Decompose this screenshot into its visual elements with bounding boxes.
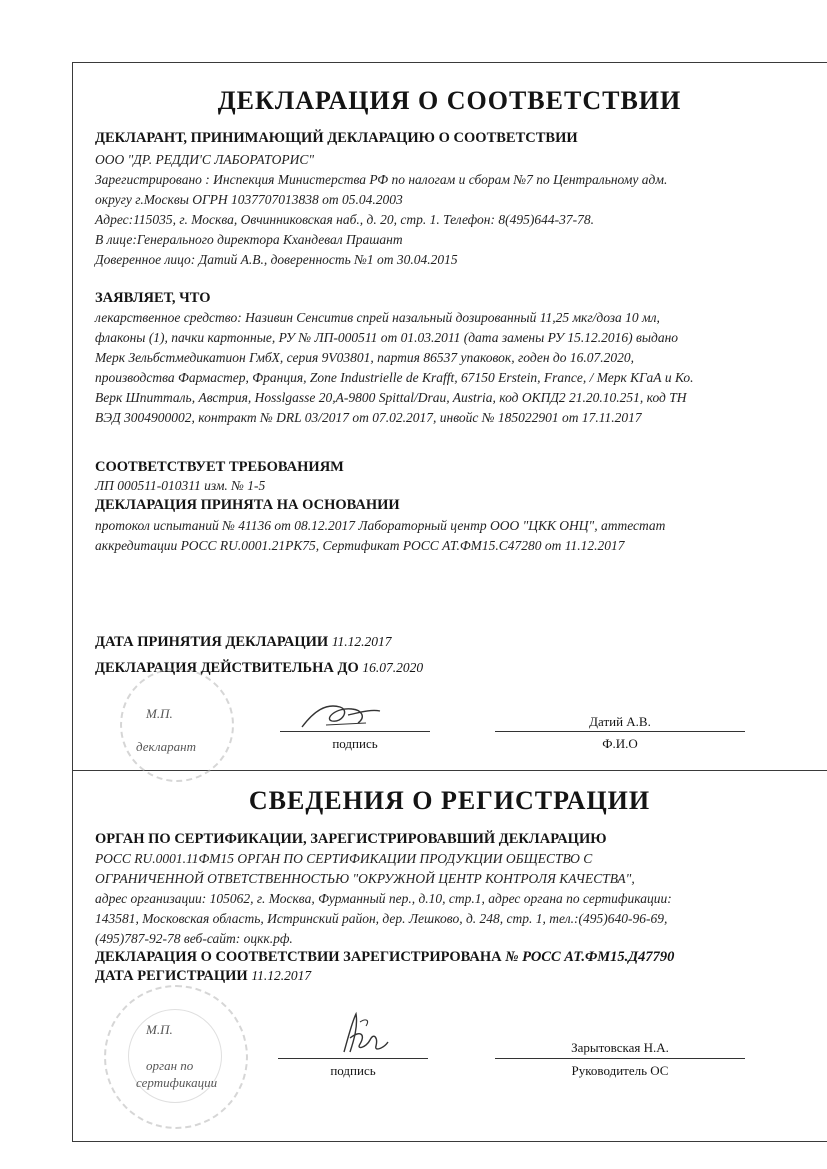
- declarant-signer-name: Датий А.В.: [589, 714, 651, 729]
- declarant-mp-label: М.П.: [146, 706, 173, 721]
- frame-left-border: [72, 62, 73, 1142]
- reg-date-row: [95, 968, 311, 985]
- cert-stamp-caption-2: сертификации: [136, 1075, 218, 1090]
- conforms-text: ЛП 000511-010311 изм. № 1-5: [95, 478, 266, 493]
- reg-date-label: ДАТА РЕГИСТРАЦИИ: [95, 968, 248, 984]
- registrar-signature-line: [278, 1058, 428, 1059]
- states-line: флаконы (1), пачки картонные, РУ № ЛП-000511 от 01.03.2011 (дата замены РУ 15.12.2016) выдано: [95, 330, 679, 345]
- cert-body-line: ОГРАНИЧЕННОЙ ОТВЕТСТВЕННОСТЬЮ "ОКРУЖНОЙ ЦЕНТР КОНТРОЛЯ КАЧЕСТВА",: [95, 871, 635, 886]
- registered-label: ДЕКЛАРАЦИЯ О СООТВЕТСТВИИ ЗАРЕГИСТРИРОВАНА: [95, 949, 502, 965]
- declarant-stamp-icon: [120, 668, 234, 782]
- declarant-heading: ДЕКЛАРАНТ, ПРИНИМАЮЩИЙ ДЕКЛАРАЦИЮ О СООТВЕТСТВИИ: [95, 130, 578, 146]
- declarant-signature-line: [280, 731, 430, 732]
- declarant-signature-icon: [296, 697, 386, 733]
- declarant-name-line: [495, 731, 745, 732]
- basis-line: протокол испытаний № 41136 от 08.12.2017 Лабораторный центр ООО "ЦКК ОНЦ", аттестат: [95, 518, 666, 533]
- cert-body-line: адрес организации: 105062, г. Москва, Фурманный пер., д.10, стр.1, адрес органа по сертификации:: [95, 891, 672, 906]
- frame-top-border: [72, 62, 827, 63]
- valid-until-value: 16.07.2020: [362, 660, 424, 675]
- registrar-signer-role: Руководитель ОС: [571, 1063, 669, 1078]
- date-accepted-row: [95, 634, 392, 651]
- registered-row: [95, 949, 674, 966]
- declaration-title: ДЕКЛАРАЦИЯ О СООТВЕТСТВИИ: [217, 86, 682, 115]
- cert-mp-label: М.П.: [146, 1022, 173, 1037]
- reg-date-value: 11.12.2017: [251, 968, 312, 983]
- registrar-signer-name: Зарытовская Н.А.: [571, 1040, 669, 1055]
- basis-line: аккредитации РОСС RU.0001.21РК75, Сертификат РОСС АТ.ФМ15.С47280 от 11.12.2017: [95, 538, 625, 553]
- declarant-line: Доверенное лицо: Датий А.В., доверенность №1 от 30.04.2015: [95, 252, 458, 267]
- declarant-line: В лице:Генерального директора Кхандевал Прашант: [95, 232, 403, 247]
- conforms-heading: СООТВЕТСТВУЕТ ТРЕБОВАНИЯМ: [95, 459, 344, 475]
- states-line: лекарственное средство: Називин Сенситив спрей назальный дозированный 11,25 мкг/доза 10 мл,: [95, 310, 660, 325]
- declarant-line: Адрес:115035, г. Москва, Овчинниковская наб., д. 20, стр. 1. Телефон: 8(495)644-37-78.: [95, 212, 594, 227]
- states-line: производства Фармастер, Франция, Zone Industrielle de Krafft, 67150 Erstein, France, / Мерк КГаА и Ко.: [95, 370, 694, 385]
- declarant-line: Зарегистрировано : Инспекция Министерства РФ по налогам и сборам №7 по Центральному адм.: [95, 172, 668, 187]
- registered-number: № РОСС АТ.ФМ15.Д47790: [505, 949, 675, 965]
- states-line: Мерк Зельбстмедикатион ГмбХ, серия 9V03801, партия 86537 упаковок, годен до 16.07.2020,: [95, 350, 634, 365]
- cert-body-line: РОСС RU.0001.11ФМ15 ОРГАН ПО СЕРТИФИКАЦИИ ПРОДУКЦИИ ОБЩЕСТВО С: [95, 851, 593, 866]
- valid-until-row: [95, 660, 423, 677]
- date-accepted-label: ДАТА ПРИНЯТИЯ ДЕКЛАРАЦИИ: [95, 634, 329, 650]
- declarant-name-caption: Ф.И.О: [602, 736, 638, 751]
- registrar-name-line: [495, 1058, 745, 1059]
- cert-stamp-caption-1: орган по: [146, 1058, 194, 1073]
- cert-body-heading: ОРГАН ПО СЕРТИФИКАЦИИ, ЗАРЕГИСТРИРОВАВШИЙ ДЕКЛАРАЦИЮ: [95, 831, 607, 847]
- date-accepted-value: 11.12.2017: [331, 634, 392, 649]
- registrar-signature-icon: [330, 1008, 400, 1058]
- states-heading: ЗАЯВЛЯЕТ, ЧТО: [95, 290, 211, 306]
- registrar-signature-caption: подпись: [330, 1063, 376, 1078]
- cert-body-line: (495)787-92-78 веб-сайт: оцкк.рф.: [95, 931, 293, 946]
- valid-until-label: ДЕКЛАРАЦИЯ ДЕЙСТВИТЕЛЬНА ДО: [95, 660, 359, 676]
- declarant-stamp-caption: декларант: [136, 739, 197, 754]
- cert-body-line: 143581, Московская область, Истринский район, дер. Лешково, д. 248, стр. 1, тел.:(495)640-96-69,: [95, 911, 668, 926]
- declarant-signature-caption: подпись: [332, 736, 378, 751]
- states-line: Верк Шпитталь, Австрия, Hosslgasse 20,A-9800 Spittal/Drau, Austria, код ОКПД2 21.20.10.251, код ТН: [95, 390, 687, 405]
- frame-bottom-border: [72, 1141, 827, 1142]
- states-line: ВЭД 3004900002, контракт № DRL 03/2017 от 07.02.2017, инвойс № 185022901 от 17.11.2017: [95, 410, 642, 425]
- declarant-line: округу г.Москвы ОГРН 1037707013838 от 05.04.2003: [95, 192, 403, 207]
- declarant-line: ООО "ДР. РЕДДИ'С ЛАБОРАТОРИС": [95, 152, 315, 167]
- basis-heading: ДЕКЛАРАЦИЯ ПРИНЯТА НА ОСНОВАНИИ: [95, 497, 400, 513]
- registration-title: СВЕДЕНИЯ О РЕГИСТРАЦИИ: [248, 786, 651, 815]
